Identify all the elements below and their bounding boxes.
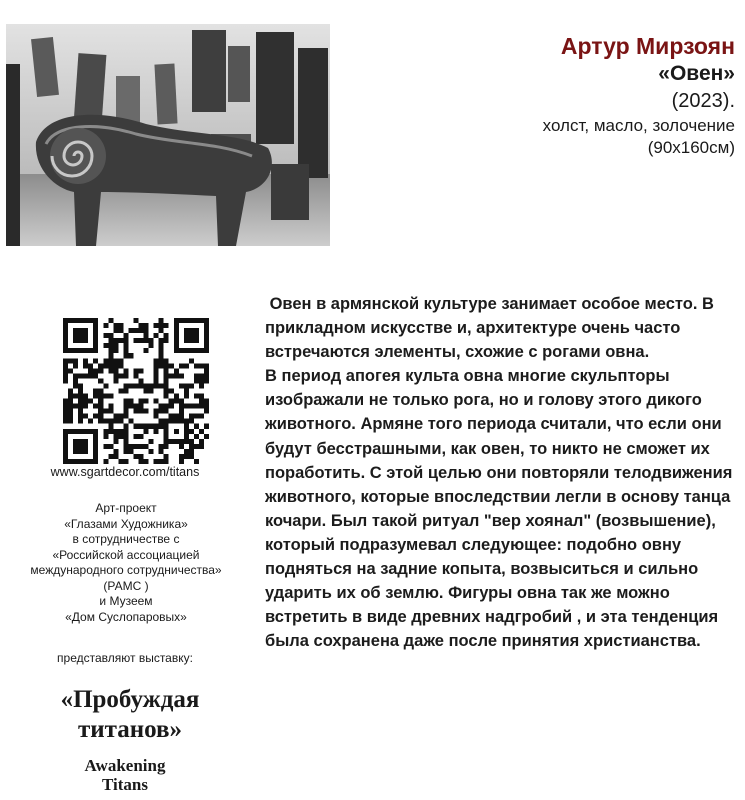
description-paragraph-2: В период апогея культа овна многие скульпторы изображали не только рога, но и голову этого дикого животного. Армяне того периода считали, что если они будут бесстрашными, как овен, то никто не сможет их поработить. С этой целью они повторяли телодвижения животного, которые впоследствии легли в основу танца кочари. Был такой ритуал "вер хоянал" (возвышение), который подразумевал следующее: подобно овну подняться на задние копыта, возвыситься и сильно ударить их об землю. Фигуры овна так же можно встретить в виде древних надгробий , и эта тенденция была сохранена даже после принятия христианства.: [265, 367, 733, 651]
project-line: Арт-проект: [95, 501, 157, 515]
project-credits: [6, 501, 246, 625]
artwork-caption: [543, 32, 735, 159]
description-paragraph-1: Овен в армянской культуре занимает особое место. В прикладном искусстве и, архитектуре очень часто встречаются элементы, схожие с рогами овна.: [265, 295, 719, 362]
artwork-medium: холст, масло, золочение: [542, 116, 735, 135]
exhibition-title-en-line1: Awakening: [84, 756, 166, 775]
exhibition-title-ru: [20, 685, 240, 745]
project-line: и Музеем: [99, 594, 153, 608]
project-line: «Глазами Художника»: [64, 516, 188, 531]
artwork-size: (90x160см): [647, 138, 735, 157]
project-line: (РАМС ): [103, 578, 149, 593]
presents-text: представляют выставку:: [57, 651, 193, 665]
artwork-title: «Овен»: [658, 62, 735, 85]
project-line: «Дом Суслопаровых»: [65, 609, 187, 624]
exhibition-title-ru-line2: титанов»: [77, 716, 183, 743]
artwork-description: [265, 292, 737, 653]
project-line: в сотрудничестве с: [72, 532, 180, 546]
website-url[interactable]: www.sgartdecor.com/titans: [50, 465, 200, 479]
exhibition-title-ru-line1: «Пробуждая: [60, 686, 200, 713]
ram-tombstone-photo: [6, 24, 330, 246]
exhibition-title-en: [20, 756, 230, 794]
artwork-year: (2023).: [671, 90, 735, 112]
qr-code-icon[interactable]: [63, 318, 209, 464]
artwork-photo: [6, 24, 330, 246]
project-line: международного сотрудничества»: [30, 563, 222, 577]
exhibition-title-en-line2: Titans: [102, 775, 148, 794]
artist-name: Артур Мирзоян: [560, 33, 735, 59]
project-line: «Российской ассоциацией: [52, 547, 200, 562]
